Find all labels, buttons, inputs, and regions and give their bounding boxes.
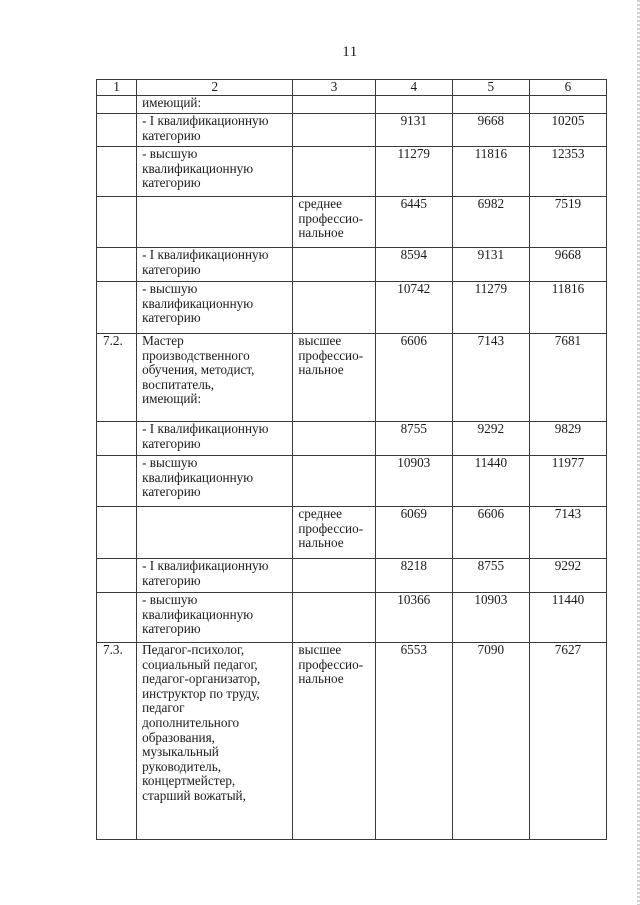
salary-value-cell: 8594 — [375, 248, 452, 282]
row-number-cell: 7.2. — [97, 334, 137, 422]
salary-value-cell: 10366 — [375, 593, 452, 643]
position-name-cell: - высшую квалификационную категорию — [137, 593, 293, 643]
position-name-cell: - I квалификационную категорию — [137, 114, 293, 147]
salary-value-cell: 9292 — [529, 559, 606, 593]
position-name-cell: - высшую квалификационную категорию — [137, 147, 293, 197]
salary-value-cell: 6445 — [375, 197, 452, 248]
table-row — [97, 147, 607, 197]
table-row — [97, 96, 607, 114]
education-level-cell: высшее профессио- нальное — [293, 643, 375, 840]
salary-value-cell: 11816 — [452, 147, 529, 197]
education-level-cell — [293, 559, 375, 593]
position-name-cell: - высшую квалификационную категорию — [137, 456, 293, 507]
page-number: 11 — [342, 44, 358, 60]
salary-value-cell: 8755 — [452, 559, 529, 593]
education-level-cell — [293, 114, 375, 147]
table-row — [97, 334, 607, 422]
column-header: 3 — [293, 80, 375, 96]
position-name-cell — [137, 507, 293, 559]
salary-value-cell: 9668 — [529, 248, 606, 282]
salary-value-cell: 6606 — [452, 507, 529, 559]
salary-value-cell: 6606 — [375, 334, 452, 422]
position-name-cell: - I квалификационную категорию — [137, 559, 293, 593]
education-level-cell: среднее профессио- нальное — [293, 507, 375, 559]
salary-value-cell: 10903 — [452, 593, 529, 643]
table-row — [97, 559, 607, 593]
position-name-cell: - I квалификационную категорию — [137, 422, 293, 456]
salary-value-cell: 10205 — [529, 114, 606, 147]
salary-value-cell: 8755 — [375, 422, 452, 456]
table-header-row — [97, 80, 607, 96]
salary-value-cell: 7519 — [529, 197, 606, 248]
salary-value-cell: 9131 — [375, 114, 452, 147]
position-name-cell: Мастер производственного обучения, методист, воспитатель, имеющий: — [137, 334, 293, 422]
salary-value-cell: 7143 — [452, 334, 529, 422]
salary-value-cell: 11816 — [529, 282, 606, 334]
education-level-cell — [293, 593, 375, 643]
education-level-cell — [293, 248, 375, 282]
row-number-cell — [97, 593, 137, 643]
column-header: 6 — [529, 80, 606, 96]
row-number-cell — [97, 507, 137, 559]
column-header: 4 — [375, 80, 452, 96]
education-level-cell — [293, 456, 375, 507]
table-row — [97, 422, 607, 456]
position-name-cell: - высшую квалификационную категорию — [137, 282, 293, 334]
table-row — [97, 114, 607, 147]
row-number-cell — [97, 197, 137, 248]
salary-value-cell: 9131 — [452, 248, 529, 282]
salary-value-cell — [529, 96, 606, 114]
row-number-cell — [97, 147, 137, 197]
salary-value-cell: 7681 — [529, 334, 606, 422]
row-number-cell — [97, 456, 137, 507]
salary-value-cell: 9668 — [452, 114, 529, 147]
education-level-cell: среднее профессио- нальное — [293, 197, 375, 248]
salary-value-cell: 8218 — [375, 559, 452, 593]
row-number-cell — [97, 96, 137, 114]
row-number-cell: 7.3. — [97, 643, 137, 840]
position-name-cell: имеющий: — [137, 96, 293, 114]
education-level-cell — [293, 282, 375, 334]
salary-value-cell: 11279 — [452, 282, 529, 334]
salary-value-cell: 6069 — [375, 507, 452, 559]
salary-value-cell: 6982 — [452, 197, 529, 248]
education-level-cell — [293, 147, 375, 197]
table-row — [97, 248, 607, 282]
salary-value-cell — [452, 96, 529, 114]
education-level-cell — [293, 422, 375, 456]
salary-value-cell: 10742 — [375, 282, 452, 334]
table-row — [97, 507, 607, 559]
position-name-cell: Педагог-психолог, социальный педагог, педагог-организатор, инструктор по труду, педагог дополнительного образования, музыкальный руководитель, концертмейстер, старший вожатый, — [137, 643, 293, 840]
education-level-cell: высшее профессио- нальное — [293, 334, 375, 422]
row-number-cell — [97, 422, 137, 456]
row-number-cell — [97, 282, 137, 334]
column-header: 1 — [97, 80, 137, 96]
salary-value-cell: 11977 — [529, 456, 606, 507]
salary-value-cell — [375, 96, 452, 114]
salary-value-cell: 11440 — [529, 593, 606, 643]
table-row — [97, 456, 607, 507]
education-level-cell — [293, 96, 375, 114]
table-row — [97, 593, 607, 643]
row-number-cell — [97, 114, 137, 147]
salary-value-cell: 9292 — [452, 422, 529, 456]
salary-value-cell: 12353 — [529, 147, 606, 197]
salary-value-cell: 7627 — [529, 643, 606, 840]
row-number-cell — [97, 559, 137, 593]
table-row — [97, 197, 607, 248]
salary-value-cell: 6553 — [375, 643, 452, 840]
table-row — [97, 643, 607, 840]
position-name-cell — [137, 197, 293, 248]
salary-value-cell: 7090 — [452, 643, 529, 840]
column-header: 2 — [137, 80, 293, 96]
table-row — [97, 282, 607, 334]
salary-value-cell: 9829 — [529, 422, 606, 456]
salary-value-cell: 11440 — [452, 456, 529, 507]
salary-value-cell: 7143 — [529, 507, 606, 559]
column-header: 5 — [452, 80, 529, 96]
salary-value-cell: 11279 — [375, 147, 452, 197]
row-number-cell — [97, 248, 137, 282]
salary-table — [96, 79, 607, 840]
salary-value-cell: 10903 — [375, 456, 452, 507]
position-name-cell: - I квалификационную категорию — [137, 248, 293, 282]
